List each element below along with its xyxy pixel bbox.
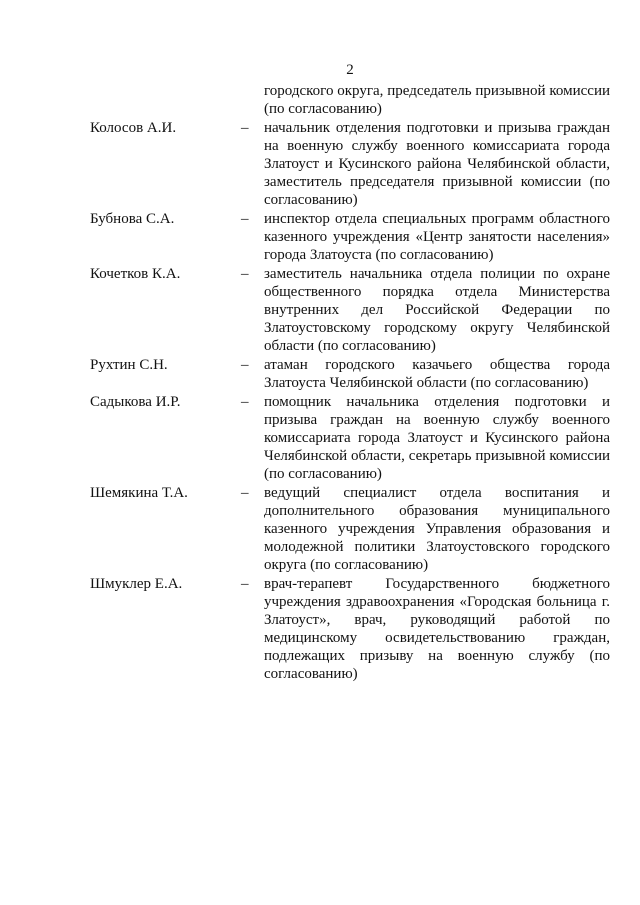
member-description: врач-терапевт Государственного бюджетного учреждения здравоохранения «Городская больница г. Златоуст», врач, руководящий работой по медицинскому освидетельствованию граждан, подлежащих призыву на военную службу (по согласованию) (264, 576, 610, 682)
list-item-shmukler (0, 575, 640, 683)
member-dash: – (241, 120, 249, 136)
member-name: Шмуклер Е.А. (90, 576, 183, 592)
commission-members-list (0, 82, 640, 683)
member-name: Колосов А.И. (90, 120, 177, 136)
member-dash: – (241, 211, 249, 227)
member-dash: – (241, 394, 249, 410)
list-item-shemyakina (0, 484, 640, 574)
member-description: начальник отделения подготовки и призыва граждан на военную службу военного комиссариата города Златоуст и Кусинского района Челябинской области, заместитель председателя призывной комиссии (по согласованию) (264, 120, 610, 208)
list-item-sadykova (0, 393, 640, 483)
list-item-kolosov (0, 119, 640, 209)
member-name: Бубнова С.А. (90, 211, 175, 227)
member-name: Садыкова И.Р. (90, 394, 181, 410)
member-dash: – (241, 485, 249, 501)
member-description: городского округа, председатель призывной комиссии (по согласованию) (264, 83, 610, 117)
member-name: Рухтин С.Н. (90, 357, 168, 373)
list-item-continuation (0, 82, 640, 118)
member-description: ведущий специалист отдела воспитания и дополнительного образования муниципального казенного учреждения Управления образования и молодежной политики Златоустовского городского округа (по согласованию) (264, 485, 610, 573)
member-description: помощник начальника отделения подготовки и призыва граждан на военную службу военного комиссариата города Златоуст и Кусинского района Челябинской области, секретарь призывной комиссии (по согласованию) (264, 394, 610, 482)
member-name: Кочетков К.А. (90, 266, 181, 282)
member-description: инспектор отдела специальных программ областного казенного учреждения «Центр занятости населения» города Златоуста (по согласованию) (264, 211, 610, 263)
member-dash: – (241, 357, 249, 373)
list-item-kochetkov (0, 265, 640, 355)
list-item-bubnova (0, 210, 640, 264)
page-number: 2 (346, 62, 354, 78)
member-name: Шемякина Т.А. (90, 485, 188, 501)
member-description: заместитель начальника отдела полиции по охране общественного порядка отдела Министерства внутренних дел Российской Федерации по Златоустовскому городскому округу Челябинской области (по согласованию) (264, 266, 610, 354)
list-item-rukhtin (0, 356, 640, 392)
member-dash: – (241, 576, 249, 592)
member-dash: – (241, 266, 249, 282)
member-description: атаман городского казачьего общества города Златоуста Челябинской области (по согласованию) (264, 357, 610, 391)
